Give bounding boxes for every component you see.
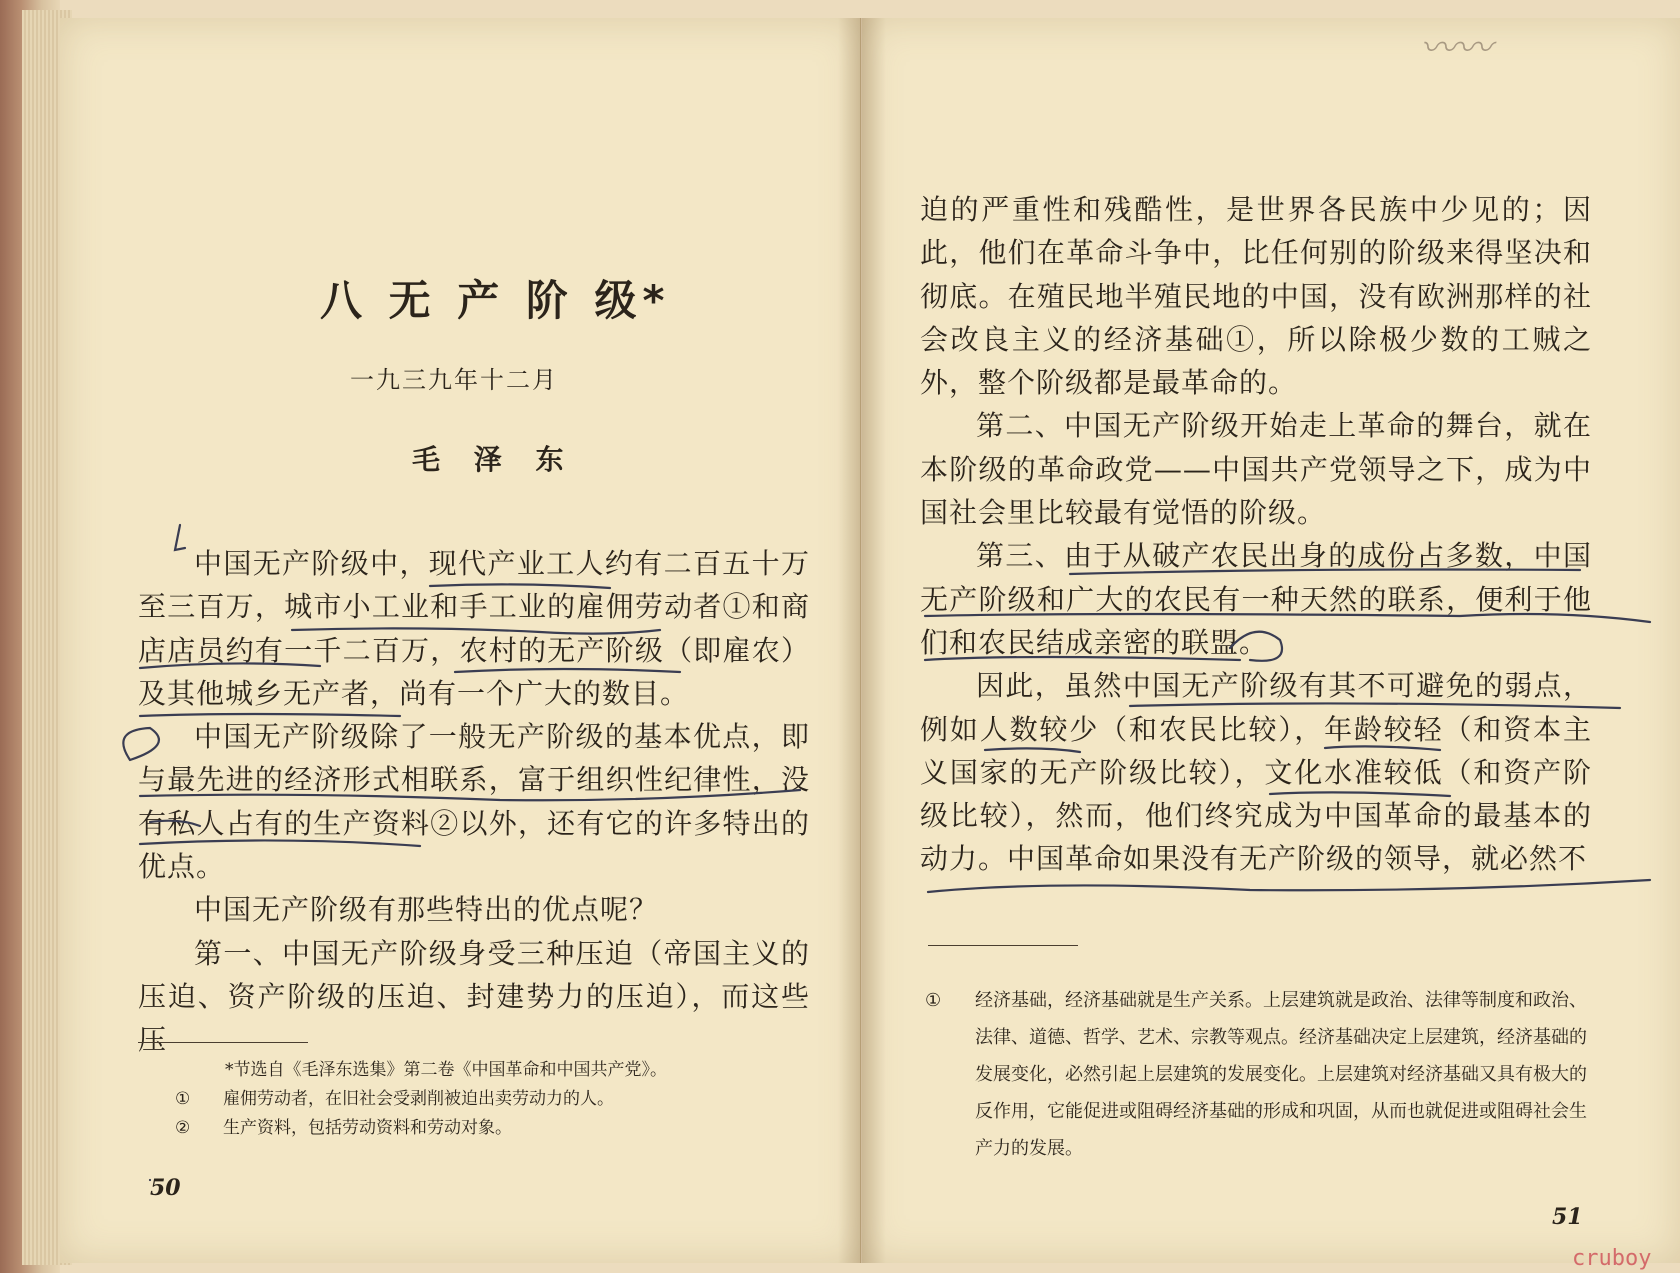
book-spine (838, 18, 886, 1263)
source-note: *节选自《毛泽东选集》第二卷《中国革命和中国共产党》。 (225, 1060, 667, 1080)
right-body-text (920, 188, 1592, 881)
footnote-item (175, 1114, 815, 1143)
left-body-text (138, 542, 810, 1062)
watermark: cruboy (1572, 1246, 1652, 1271)
footnote-item (175, 1085, 815, 1114)
paragraph: 中国无产阶级除了一般无产阶级的基本优点，即与最先进的经济形式相联系，富于组织性纪律性，没有私人占有的生产资料②以外，还有它的许多特出的优点。 (138, 720, 810, 884)
footnote-divider (138, 1042, 308, 1043)
page-number-left: 50 (150, 1175, 181, 1201)
footnote-text: 经济基础，经济基础就是生产关系。上层建筑就是政治、法律等制度和政治、法律、道德、哲学、艺术、宗教等观点。经济基础决定上层建筑，经济基础的发展变化，必然引起上层建筑的发展变化。上层建筑对经济基础又具有极大的反作用，它能促进或阻碍经济基础的形成和巩固，从而也就促进或阻碍社会生产力的发展。 (975, 990, 1587, 1159)
paragraph: 因此，虽然中国无产阶级有其不可避免的弱点，例如人数较少（和农民比较），年龄较轻（和资本主义国家的无产阶级比较），文化水准较低（和资产阶级比较），然而，他们终究成为中国革命的最基本的动力。中国革命如果没有无产阶级的领导，就必然不 (920, 669, 1592, 876)
handwritten-scribble: 〰〰 (1420, 28, 1493, 69)
footnote-text: 生产资料，包括劳动资料和劳动对象。 (223, 1118, 512, 1138)
paragraph: 中国无产阶级中，现代产业工人约有二百五十万至三百万，城市小工业和手工业的雇佣劳动者①和商店店员约有一千二百万，农村的无产阶级（即雇农）及其他城乡无产者，尚有一个广大的数目。 (138, 547, 810, 710)
footnote-divider (928, 945, 1078, 946)
chapter-title: 八 无 产 阶 级* (320, 276, 671, 325)
paragraph: 第二、中国无产阶级开始走上革命的舞台，就在本阶级的革命政党——中国共产党领导之下，成为中国社会里比较最有觉悟的阶级。 (920, 409, 1592, 530)
paragraph: 迫的严重性和残酷性，是世界各民族中少见的；因此，他们在革命斗争中，比任何别的阶级来得坚决和彻底。在殖民地半殖民地的中国，没有欧洲那样的社会改良主义的经济基础①，所以除极少数的工贼之外，整个阶级都是最革命的。 (920, 193, 1592, 400)
left-footnotes (175, 1056, 815, 1143)
chapter-author: 毛 泽 东 (412, 443, 576, 476)
chapter-date: 一九三九年十二月 (350, 366, 558, 394)
footnote-text: 雇佣劳动者，在旧社会受剥削被迫出卖劳动力的人。 (223, 1089, 614, 1109)
right-footnotes (925, 982, 1595, 1167)
page-number-right: 51 (1552, 1204, 1583, 1230)
paragraph: 第三、由于从破产农民出身的成份占多数，中国无产阶级和广大的农民有一种天然的联系，便利于他们和农民结成亲密的联盟。 (920, 539, 1592, 659)
footnote-mark: ① (925, 990, 942, 1011)
footnote-mark: ② (175, 1118, 191, 1138)
footnote-mark: ① (175, 1089, 191, 1109)
paragraph: 第一、中国无产阶级身受三种压迫（帝国主义的压迫、资产阶级的压迫、封建势力的压迫），而这些压 (138, 936, 810, 1057)
paragraph: 中国无产阶级有那些特出的优点呢？ (194, 893, 659, 927)
